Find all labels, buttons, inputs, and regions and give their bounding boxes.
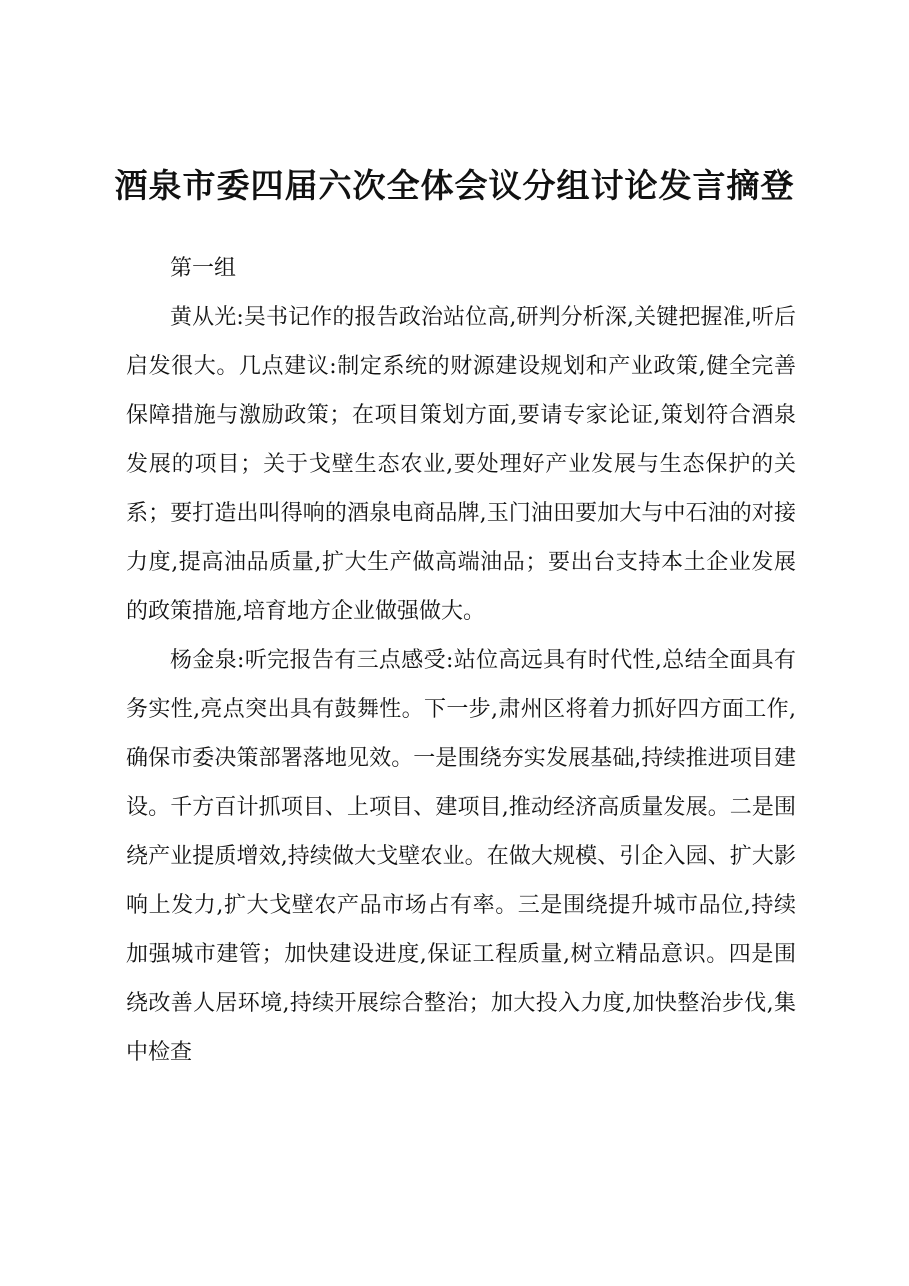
paragraph-huang-congguang: 黄从光:吴书记作的报告政治站位高,研判分析深,关键把握准,听后启发很大。几点建议:制定系统的财源建设规划和产业政策,健全完善保障措施与激励政策；在项目策划方面,要请专家论证,策划符合酒泉发展的项目；关于戈壁生态农业,要处理好产业发展与生态保护的关系；要打造出叫得响的酒泉电商品牌,玉门油田要加大与中石油的对接力度,提高油品质量,扩大生产做高端油品；要出台支持本土企业发展的政策措施,培育地方企业做强做大。	[126, 305, 796, 624]
paragraph-yang-jinquan: 杨金泉:听完报告有三点感受:站位高远具有时代性,总结全面具有务实性,亮点突出具有鼓舞性。下一步,肃州区将着力抓好四方面工作,确保市委决策部署落地见效。一是围绕夯实发展基础,持续推进项目建设。千方百计抓项目、上项目、建项目,推动经济高质量发展。二是围绕产业提质增效,持续做大戈壁农业。在做大规模、引企入园、扩大影响上发力,扩大戈壁农产品市场占有率。三是围绕提升城市品位,持续加强城市建管；加快建设进度,保证工程质量,树立精品意识。四是围绕改善人居环境,持续开展综合整治；加大投入力度,加快整治步伐,集中检查	[126, 648, 796, 1065]
document-body	[126, 244, 796, 1077]
document-title: 酒泉市委四届六次全体会议分组讨论发言摘登	[114, 166, 795, 205]
section-label: 第一组	[170, 256, 237, 281]
